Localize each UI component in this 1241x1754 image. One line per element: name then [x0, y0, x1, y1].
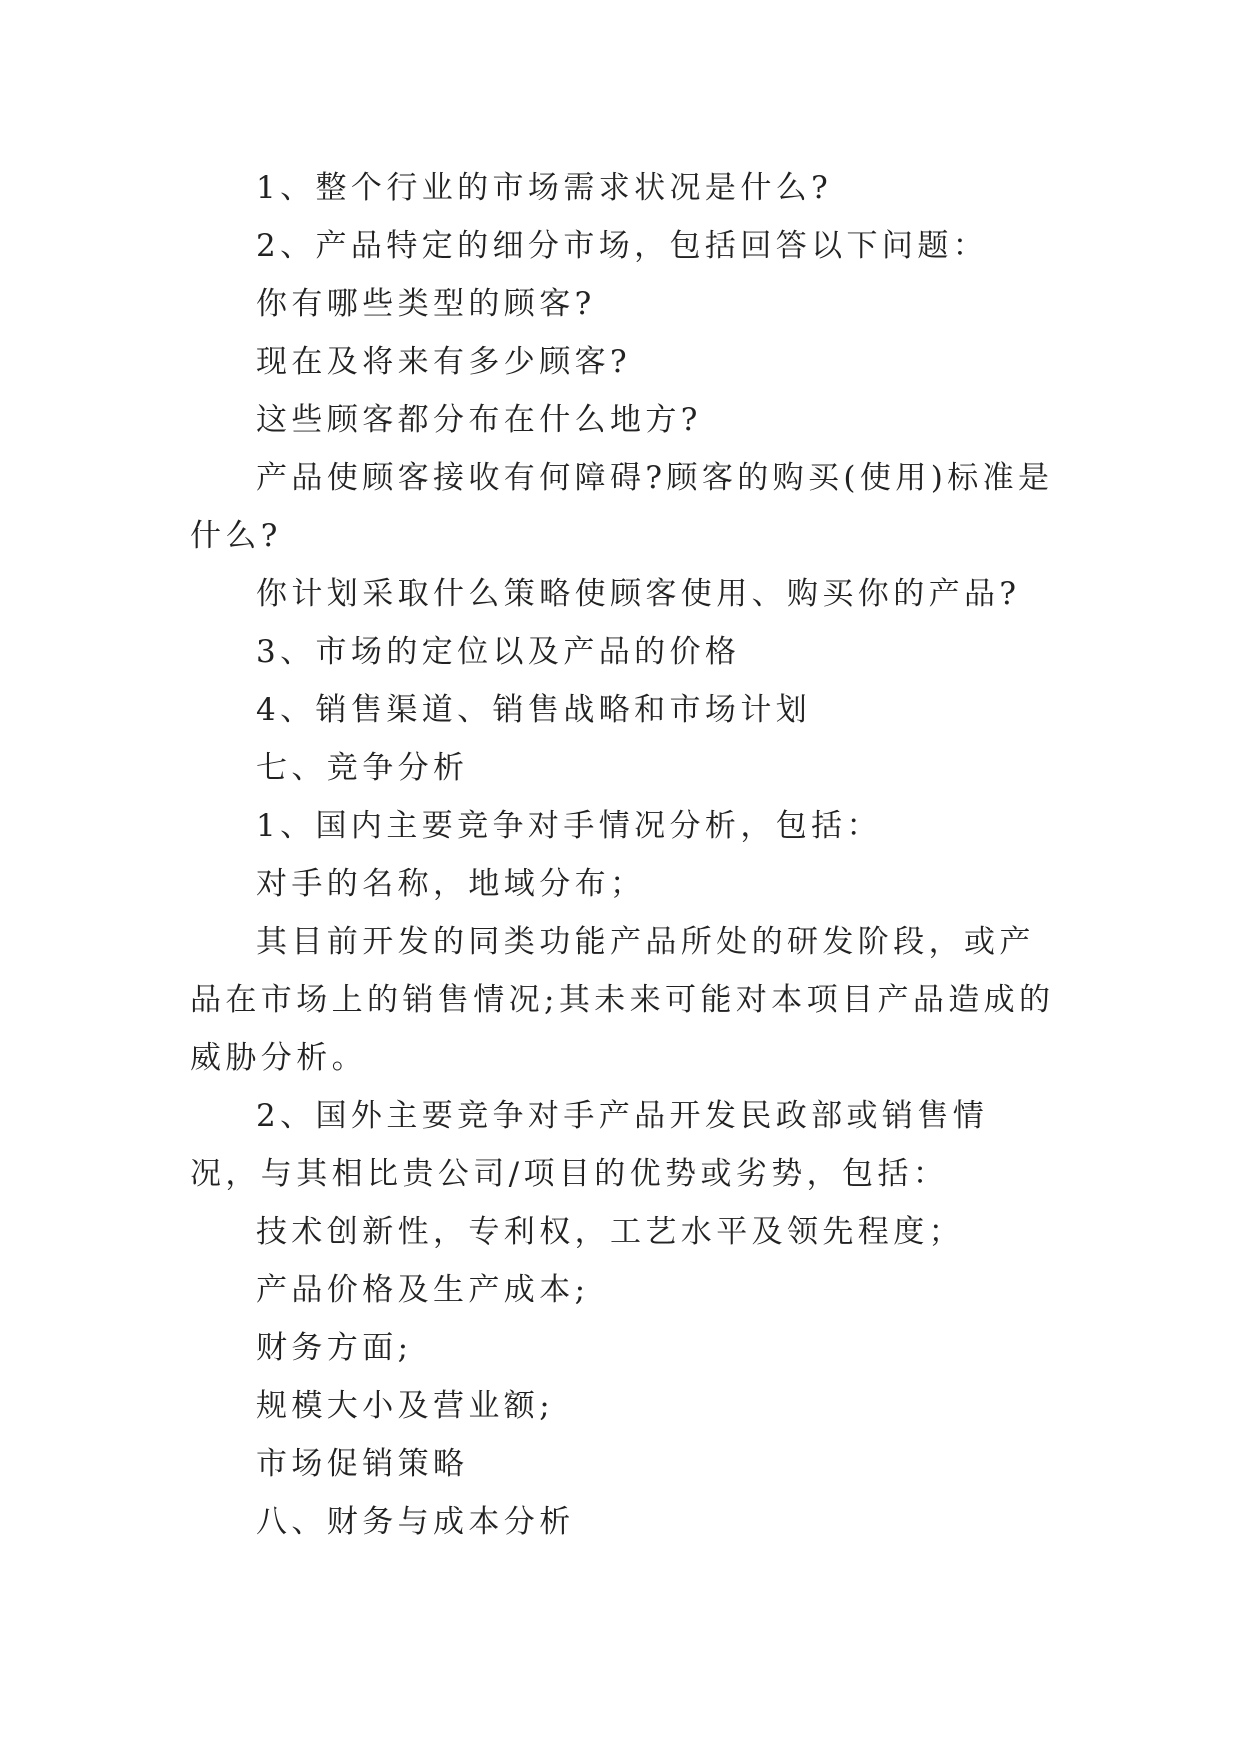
paragraph: 技术创新性，专利权，工艺水平及领先程度；	[256, 1214, 964, 1250]
paragraph: 对手的名称，地域分布；	[256, 866, 646, 902]
paragraph: 财务方面;	[256, 1330, 413, 1366]
paragraph: 市场促销策略	[256, 1446, 469, 1482]
paragraph: 3、市场的定位以及产品的价格	[256, 634, 741, 670]
paragraph: 你计划采取什么策略使顾客使用、购买你的产品?	[256, 576, 1021, 612]
paragraph: 2、产品特定的细分市场，包括回答以下问题：	[256, 228, 989, 264]
paragraph: 产品价格及生产成本;	[256, 1272, 590, 1308]
paragraph: 规模大小及营业额;	[256, 1388, 555, 1424]
document-body	[190, 159, 1056, 1551]
section-heading: 八、财务与成本分析	[256, 1504, 575, 1540]
section-heading: 七、竞争分析	[256, 750, 469, 786]
paragraph: 这些顾客都分布在什么地方?	[256, 402, 702, 438]
paragraph: 1、国内主要竞争对手情况分析，包括：	[256, 808, 882, 844]
paragraph: 其目前开发的同类功能产品所处的研发阶段，或产品在市场上的销售情况;其未来可能对本项目产品造成的威胁分析。	[190, 924, 1055, 1076]
paragraph: 4、销售渠道、销售战略和市场计划	[256, 692, 812, 728]
paragraph: 你有哪些类型的顾客?	[256, 286, 596, 322]
paragraph: 产品使顾客接收有何障碍?顾客的购买(使用)标准是什么?	[190, 460, 1054, 554]
paragraph: 现在及将来有多少顾客?	[256, 344, 632, 380]
paragraph: 2、国外主要竞争对手产品开发民政部或销售情况，与其相比贵公司/项目的优势或劣势，包括：	[190, 1098, 989, 1192]
paragraph: 1、整个行业的市场需求状况是什么?	[256, 170, 833, 206]
